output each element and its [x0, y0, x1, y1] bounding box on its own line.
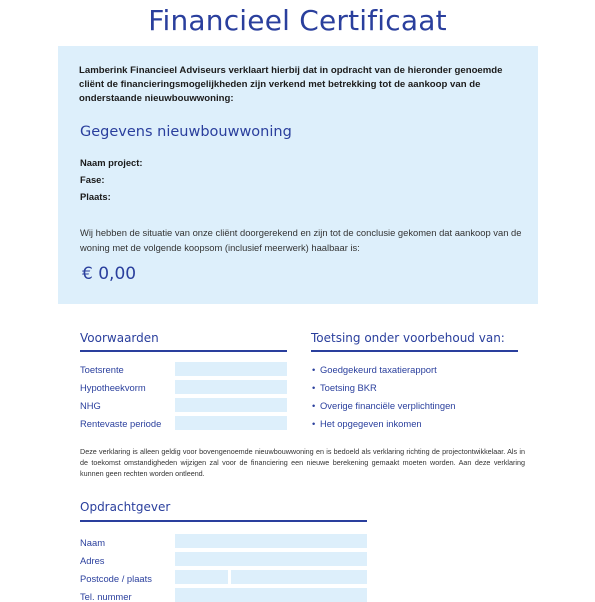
nhg-input[interactable] — [175, 398, 287, 412]
toetsing-item-label: Goedgekeurd taxatierapport — [320, 364, 437, 375]
project-phase-label: Fase: — [80, 174, 105, 185]
postcode-input[interactable] — [175, 570, 228, 584]
toetsing-item — [312, 364, 437, 375]
bullet-icon: • — [312, 418, 316, 429]
tel-nummer-label: Tel. nummer — [80, 591, 132, 602]
nhg-label: NHG — [80, 400, 101, 411]
project-name-label: Naam project: — [80, 157, 143, 168]
toetsing-item-label: Toetsing BKR — [320, 382, 377, 393]
bullet-icon: • — [312, 382, 316, 393]
disclaimer-text: Deze verklaring is alleen geldig voor bovengenoemde nieuwbouwwoning en is bedoeld als verklaring richting de projectontwikkelaar. Als in de toekomst omstandigheden wijzigen zal voor de financiering een nieuwe berekening gemaakt moeten worden. Aan deze verklaring kunnen geen rechten worden ontleend. — [80, 447, 525, 478]
rentevaste-periode-input[interactable] — [175, 416, 287, 430]
rentevaste-periode-label: Rentevaste periode — [80, 418, 162, 429]
bullet-icon: • — [312, 400, 316, 411]
hypotheekvorm-label: Hypotheekvorm — [80, 382, 146, 393]
opdrachtgever-divider — [80, 520, 367, 522]
voorwaarden-heading: Voorwaarden — [80, 331, 159, 345]
adres-input[interactable] — [175, 552, 367, 566]
opdrachtgever-heading: Opdrachtgever — [80, 500, 171, 514]
toetsing-item — [312, 418, 422, 429]
plaats-input[interactable] — [231, 570, 367, 584]
toetsing-item — [312, 382, 377, 393]
bullet-icon: • — [312, 364, 316, 375]
toetsing-item — [312, 400, 456, 411]
conclusion-text: Wij hebben de situatie van onze cliënt doorgerekend en zijn tot de conclusie gekomen dat aankoop van de woning met de volgende koopsom (inclusief meerwerk) haalbaar is: — [80, 227, 522, 253]
naam-label: Naam — [80, 537, 106, 548]
toetsing-heading: Toetsing onder voorbehoud van: — [311, 331, 505, 345]
naam-input[interactable] — [175, 534, 367, 548]
toetsing-item-label: Overige financiële verplichtingen — [320, 400, 456, 411]
toetsrente-input[interactable] — [175, 362, 287, 376]
postcode-plaats-label: Postcode / plaats — [80, 573, 152, 584]
hypotheekvorm-input[interactable] — [175, 380, 287, 394]
toetsing-divider — [311, 350, 518, 352]
toetsrente-label: Toetsrente — [80, 364, 124, 375]
project-place-label: Plaats: — [80, 191, 111, 202]
adres-label: Adres — [80, 555, 105, 566]
toetsing-item-label: Het opgegeven inkomen — [320, 418, 422, 429]
certificate-title: Financieel Certificaat — [148, 4, 447, 37]
project-heading: Gegevens nieuwbouwwoning — [80, 124, 292, 140]
voorwaarden-divider — [80, 350, 287, 352]
purchase-amount: € 0,00 — [82, 264, 137, 284]
intro-text: Lamberink Financieel Adviseurs verklaart hierbij dat in opdracht van de hieronder genoemde cliënt de financieringsmogelijkheden zijn verkend met betrekking tot de aankoop van de onderstaande nieuwbouwwoning: — [79, 65, 503, 104]
